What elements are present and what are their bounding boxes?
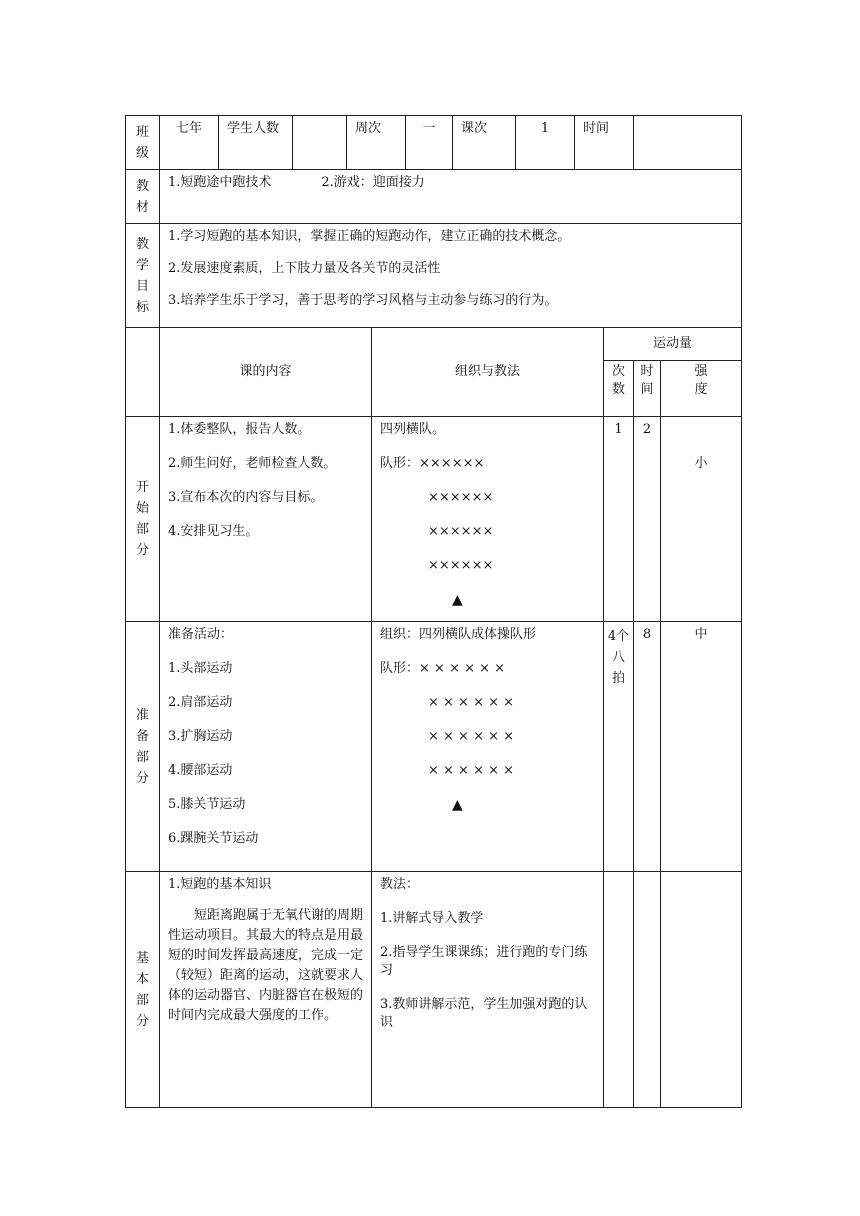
content-column-header: 课的内容 (160, 328, 372, 417)
goals-list (160, 224, 742, 328)
prep-content-item: 3.扩胸运动 (168, 729, 233, 744)
basic-method-item: 2.指导学生课课练；进行跑的专门练习 (380, 945, 588, 978)
basic-duration (634, 872, 661, 1108)
basic-times (604, 872, 634, 1108)
prep-method-title: 组织：四列横队成体操队形 (380, 627, 537, 642)
prep-content-item: 准备活动： (168, 627, 234, 642)
basic-method-item: 1.讲解式导入教学 (380, 911, 484, 926)
lesson-label: 课次 (453, 116, 516, 170)
prep-content-item: 2.肩部运动 (168, 695, 233, 710)
basic-content-paragraph: 短距离跑属于无氧代谢的周期性运动项目。其最大的特点是用最短的时间发挥最高速度，完成一定（较短）距离的运动，这就要求人体的运动器官、内脏器官在极短的时间内完成最大强度的工作。 (168, 908, 364, 1023)
times-column-header: 次 数 (604, 361, 634, 417)
basic-intensity (661, 872, 742, 1108)
start-method (372, 417, 604, 622)
intensity-column-header: 强 度 (661, 361, 742, 417)
basic-method (372, 872, 604, 1108)
basic-method-title: 教法： (380, 877, 420, 892)
duration-column-header: 时 间 (634, 361, 661, 417)
formation-row: × × × × × × (428, 763, 515, 778)
lesson-value: 1 (516, 116, 575, 170)
formation-row: ×××××× (428, 490, 494, 505)
method-column-header: 组织与教法 (372, 328, 604, 417)
start-duration: 2 (634, 417, 661, 622)
prep-content-item: 1.头部运动 (168, 661, 233, 676)
teacher-position-marker: ▲ (452, 797, 463, 813)
goals-label: 教 学 目 标 (126, 224, 160, 328)
formation-row: × × × × × × (428, 729, 515, 744)
formation-row: 队形：×××××× (380, 456, 485, 471)
material-item-1: 1.短跑途中跑技术 (168, 175, 272, 190)
basic-method-item: 3.教师讲解示范，学生加强对跑的认识 (380, 997, 588, 1030)
formation-row: ×××××× (428, 524, 494, 539)
basic-content-title: 1.短跑的基本知识 (168, 877, 272, 892)
class-label: 班 级 (126, 116, 160, 170)
time-value (634, 116, 742, 170)
week-label: 周次 (347, 116, 406, 170)
start-content-item: 1.体委整队，报告人数。 (168, 422, 311, 437)
prep-content (160, 622, 372, 872)
start-content-item: 4.安排见习生。 (168, 524, 259, 539)
prep-section-label: 准 备 部 分 (126, 622, 160, 872)
material-items (160, 170, 742, 224)
lesson-plan-table (125, 115, 742, 1108)
prep-duration: 8 (634, 622, 661, 872)
basic-content (160, 872, 372, 1108)
prep-section-row (126, 622, 742, 872)
goals-row (126, 224, 742, 328)
start-section-row (126, 417, 742, 622)
goal-item: 3.培养学生乐于学习，善于思考的学习风格与主动参与练习的行为。 (168, 293, 558, 308)
formation-row: × × × × × × (428, 695, 515, 710)
basic-section-row (126, 872, 742, 1108)
students-value (293, 116, 347, 170)
column-header-row (126, 328, 742, 361)
formation-row: 队形：× × × × × × (380, 661, 506, 676)
prep-content-item: 5.膝关节运动 (168, 797, 246, 812)
goal-item: 1.学习短跑的基本知识，掌握正确的短跑动作，建立正确的技术概念。 (168, 229, 571, 244)
load-column-header: 运动量 (604, 328, 742, 361)
start-content-item: 2.师生问好，老师检查人数。 (168, 456, 337, 471)
goal-item: 2.发展速度素质，上下肢力量及各关节的灵活性 (168, 261, 441, 276)
start-method-title: 四列横队。 (380, 422, 446, 437)
time-label: 时间 (575, 116, 634, 170)
column-header-blank (126, 328, 160, 417)
start-content-item: 3.宣布本次的内容与目标。 (168, 490, 324, 505)
teacher-position-marker: ▲ (452, 592, 463, 608)
material-label: 教 材 (126, 170, 160, 224)
formation-row: ×××××× (428, 558, 494, 573)
basic-section-label: 基 本 部 分 (126, 872, 160, 1108)
students-label: 学生人数 (219, 116, 293, 170)
header-row (126, 116, 742, 170)
material-item-2: 2.游戏：迎面接力 (321, 175, 425, 190)
week-value: 一 (406, 116, 453, 170)
start-times: 1 (604, 417, 634, 622)
prep-content-item: 6.踝腕关节运动 (168, 831, 259, 846)
start-intensity: 小 (661, 417, 742, 622)
prep-method (372, 622, 604, 872)
material-row (126, 170, 742, 224)
class-value: 七年 (160, 116, 219, 170)
prep-intensity: 中 (661, 622, 742, 872)
prep-content-item: 4.腰部运动 (168, 763, 233, 778)
start-content (160, 417, 372, 622)
prep-times: 4个八拍 (604, 622, 634, 872)
start-section-label: 开 始 部 分 (126, 417, 160, 622)
